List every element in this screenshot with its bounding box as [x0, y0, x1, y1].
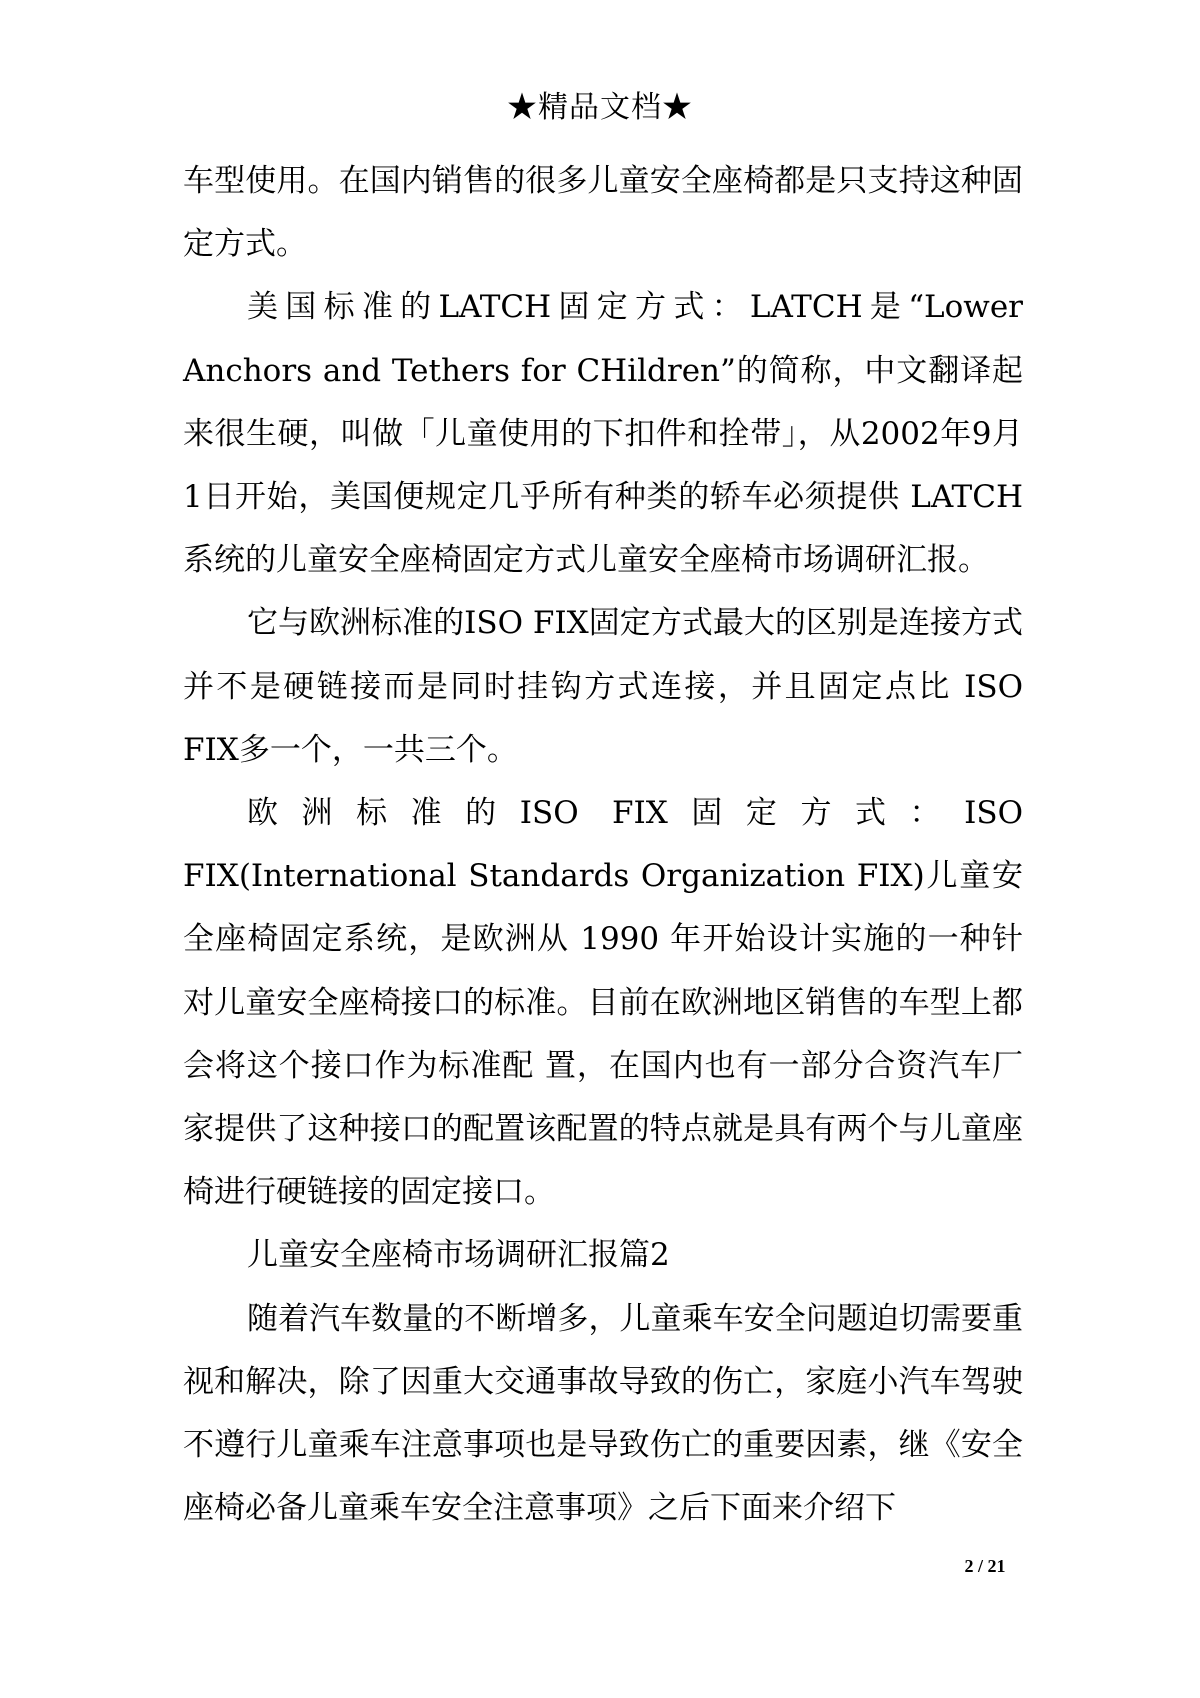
section-heading: 儿童安全座椅市场调研汇报篇2 — [247, 1237, 670, 1274]
paragraph-1: 车型使用。在国内销售的很多儿童安全座椅都是只支持这种固定方式。 — [183, 163, 1023, 263]
paragraph-3: 它与欧洲标准的ISO FIX固定方式最大的区别是连接方式并不是硬链接而是同时挂钩方式连接，并且固定点比 ISO FIX多一个，一共三个。 — [183, 605, 1023, 768]
paragraph-4: 欧洲标准的ISO FIX固定方式：ISO FIX(International Standards Organization FIX)儿童安全座椅固定系统，是欧洲从 1990 年开始设计实施的一种针对儿童安全座椅接口的标准。目前在欧洲地区销售的车型上都会将这个接口作为标准配 置，在国内也有一部分合资汽车厂家提供了这种接口的配置该配置的特点就是具有两个与儿童座椅进行硬链接的固定接口。 — [183, 795, 1023, 1211]
page-header-title: ★精品文档★ — [507, 90, 693, 125]
document-body — [183, 150, 1023, 1540]
paragraph-5: 随着汽车数量的不断增多，儿童乘车安全问题迫切需要重视和解决，除了因重大交通事故导致的伤亡，家庭小汽车驾驶不遵行儿童乘车注意事项也是导致伤亡的重要因素，继《安全座椅必备儿童乘车安全注意事项》之后下面来介绍下 — [183, 1300, 1023, 1527]
page-number: 2 / 21 — [964, 1556, 1006, 1576]
paragraph-2: 美国标准的LATCH固定方式：LATCH是“Lower Anchors and Tethers for CHildren”的简称，中文翻译起来很生硬，叫做「儿童使用的下扣件和拴带」，从2002年9月1日开始，美国便规定几乎所有种类的轿车必须提供 LATCH 系统的儿童安全座椅固定方式儿童安全座椅市场调研汇报。 — [183, 289, 1023, 579]
